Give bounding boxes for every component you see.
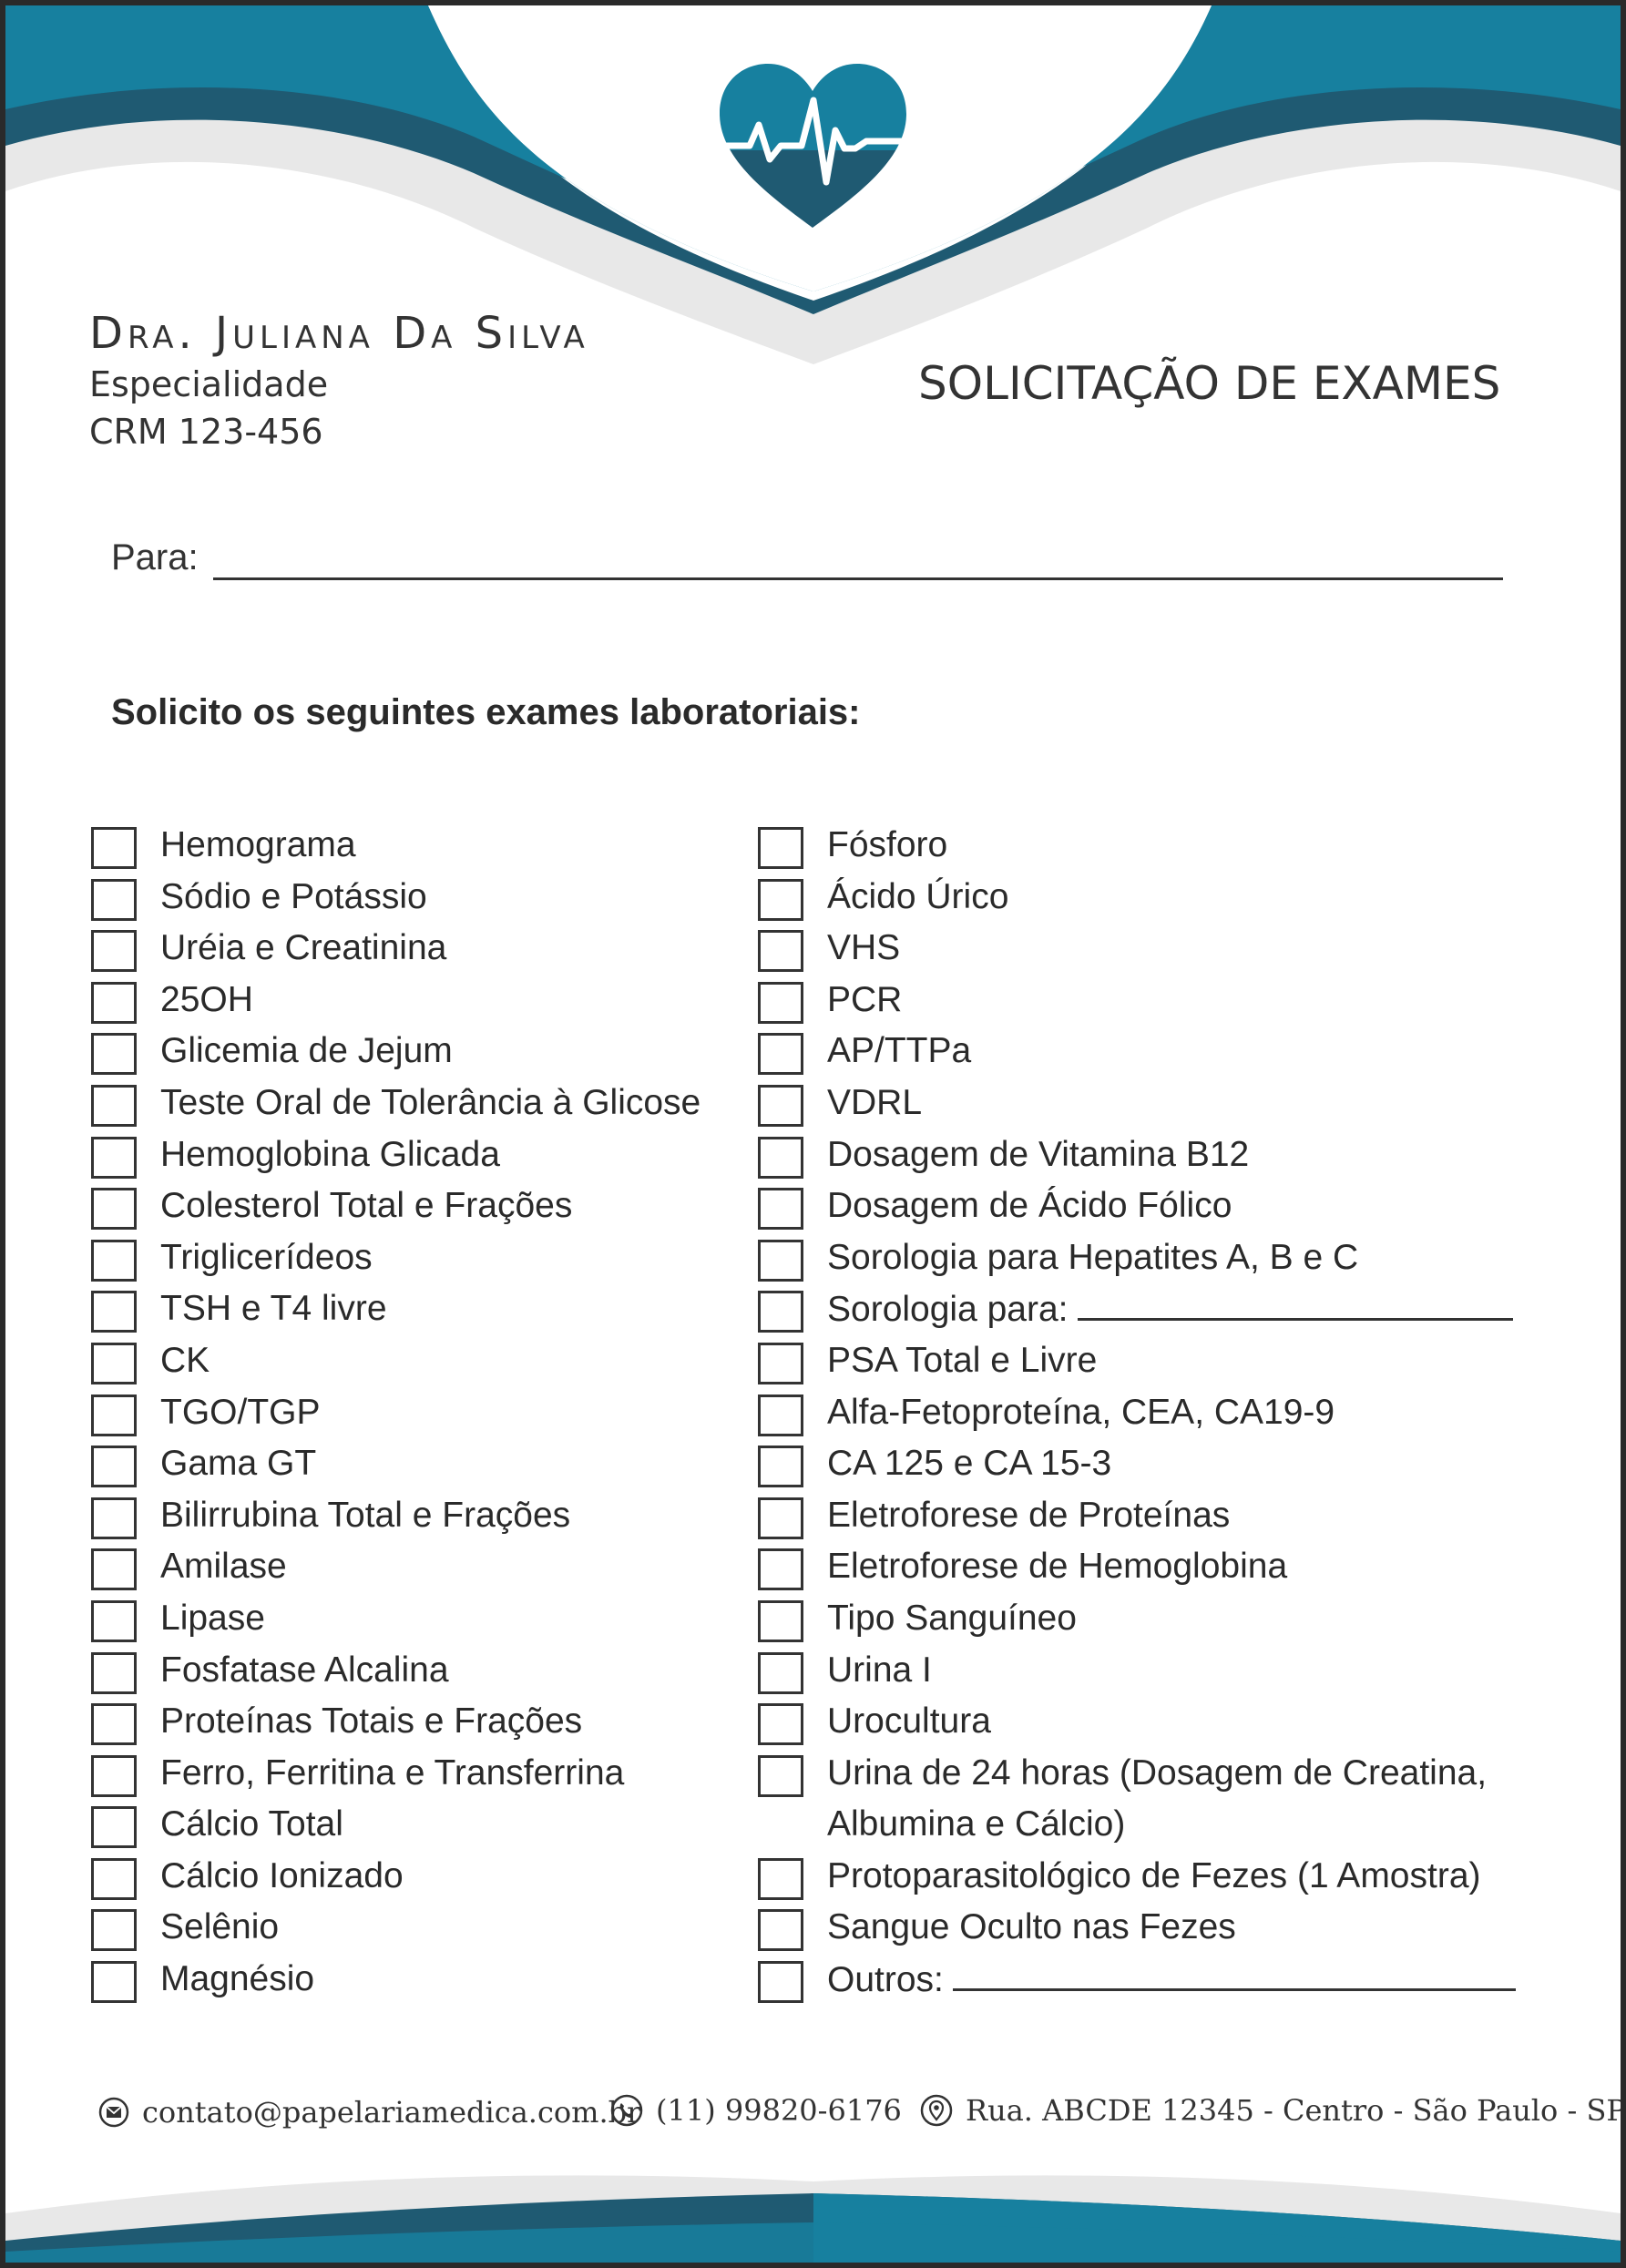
exam-label: Triglicerídeos bbox=[160, 1237, 373, 1277]
doctor-specialty: Especialidade bbox=[89, 364, 329, 404]
exam-label: Tipo Sanguíneo bbox=[827, 1598, 1077, 1638]
exam-label: PSA Total e Livre bbox=[827, 1340, 1098, 1380]
exam-label: Urocultura bbox=[827, 1701, 991, 1742]
exam-label: AP/TTPa bbox=[827, 1031, 972, 1071]
exam-label: Outros: bbox=[827, 1960, 944, 2000]
exam-label: Magnésio bbox=[160, 1959, 315, 1999]
exam-label: Colesterol Total e Frações bbox=[160, 1186, 573, 1226]
exam-label-line: Urina de 24 horas (Dosagem de Creatina, bbox=[827, 1752, 1488, 1793]
exam-label: CA 125 e CA 15-3 bbox=[827, 1444, 1112, 1484]
exam-label: Bilirrubina Total e Frações bbox=[160, 1495, 571, 1535]
exam-label: Uréia e Creatinina bbox=[160, 928, 447, 968]
exams-intro: Solicito os seguintes exames laboratoriais: bbox=[111, 692, 861, 732]
exam-label: Lipase bbox=[160, 1598, 265, 1638]
exam-label-line: Albumina e Cálcio) bbox=[827, 1804, 1126, 1844]
exam-label: Hemoglobina Glicada bbox=[160, 1134, 500, 1174]
exam-label: TSH e T4 livre bbox=[160, 1289, 387, 1329]
doctor-name: Dra. Juliana Da Silva bbox=[89, 308, 589, 359]
exam-label: 25OH bbox=[160, 979, 253, 1019]
exam-label: Alfa-Fetoproteína, CEA, CA19-9 bbox=[827, 1392, 1335, 1432]
exam-label: Dosagem de Vitamina B12 bbox=[827, 1134, 1250, 1174]
exam-label: TGO/TGP bbox=[160, 1392, 321, 1432]
exam-label: Hemograma bbox=[160, 825, 356, 864]
exam-label: Amilase bbox=[160, 1547, 287, 1587]
exam-label: Protoparasitológico de Fezes (1 Amostra) bbox=[827, 1855, 1481, 1895]
exam-label: Sódio e Potássio bbox=[160, 876, 427, 916]
doctor-crm: CRM 123-456 bbox=[89, 412, 323, 452]
exam-label: Glicemia de Jejum bbox=[160, 1031, 453, 1071]
exam-label: Selênio bbox=[160, 1907, 280, 1947]
exam-label: Teste Oral de Tolerância à Glicose bbox=[160, 1082, 701, 1122]
exam-label: Cálcio Total bbox=[160, 1804, 343, 1844]
exam-label: Gama GT bbox=[160, 1444, 317, 1484]
exam-label: Fósforo bbox=[827, 825, 948, 864]
address-text: Rua. ABCDE 12345 - Centro - São Paulo - SP bbox=[966, 2093, 1626, 2128]
para-label: Para: bbox=[111, 537, 199, 577]
exam-label: Ferro, Ferritina e Transferrina bbox=[160, 1752, 625, 1793]
exam-label: VHS bbox=[827, 928, 901, 968]
exam-label: Cálcio Ionizado bbox=[160, 1855, 404, 1895]
exam-label: Proteínas Totais e Frações bbox=[160, 1701, 583, 1742]
exam-label: Fosfatase Alcalina bbox=[160, 1650, 449, 1690]
exam-label: CK bbox=[160, 1340, 210, 1380]
email-text: contato@papelariamedica.com.br bbox=[142, 2095, 641, 2130]
exam-label: Urina I bbox=[827, 1650, 932, 1690]
exam-label: VDRL bbox=[827, 1082, 923, 1122]
exam-label: Eletroforese de Hemoglobina bbox=[827, 1547, 1288, 1587]
phone-text: (11) 99820-6176 bbox=[656, 2093, 902, 2128]
exam-label: Sorologia para Hepatites A, B e C bbox=[827, 1237, 1359, 1277]
exam-label: Dosagem de Ácido Fólico bbox=[827, 1186, 1232, 1226]
exam-label: Eletroforese de Proteínas bbox=[827, 1495, 1231, 1535]
document-title: SOLICITAÇÃO DE EXAMES bbox=[918, 357, 1501, 410]
exam-label: Ácido Úrico bbox=[827, 876, 1009, 916]
exam-label: Sangue Oculto nas Fezes bbox=[827, 1907, 1236, 1947]
exam-label: PCR bbox=[827, 979, 903, 1019]
exam-label: Sorologia para: bbox=[827, 1290, 1069, 1330]
